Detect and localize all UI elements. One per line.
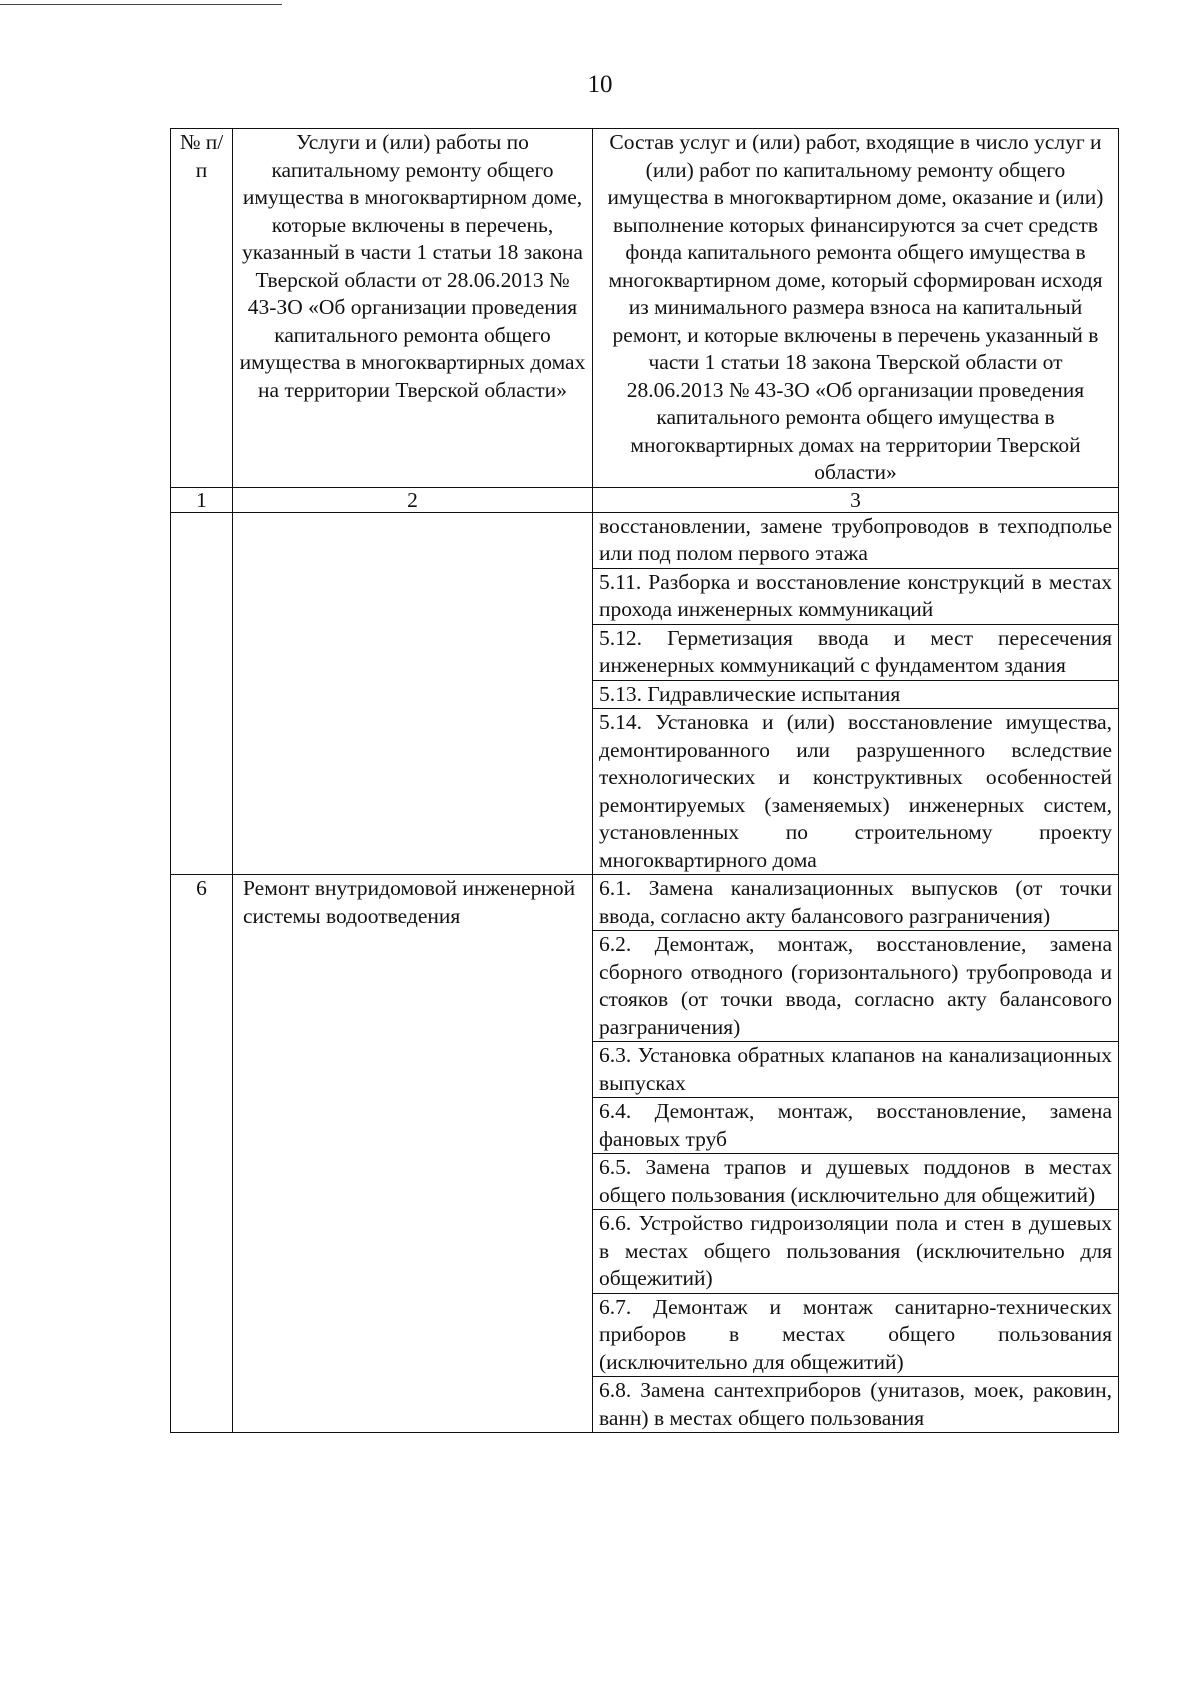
group6-title-cell: Ремонт внутридомовой инженерной системы водоотведения: [233, 875, 593, 1433]
page-number: 10: [587, 71, 613, 98]
table-header-row: [171, 129, 1119, 488]
group5-item: восстановлении, замене трубопроводов в техподполье или под полом первого этажа: [593, 512, 1119, 568]
table-row: [171, 875, 1119, 931]
column-number-1: 1: [171, 487, 233, 512]
group5-item: 5.13. Гидравлические испытания: [593, 680, 1119, 709]
header-services-cell: Услуги и (или) работы по капитальному ремонту общего имущества в многоквартирном доме, которые включены в перечень, указанный в части 1 статьи 18 закона Тверской области от 28.06.2013 № 43-ЗО «Об организации проведения капитального ремонта общего имущества в многоквартирных домах на территории Тверской области»: [233, 129, 593, 488]
group5-item: 5.12. Герметизация ввода и мест пересечения инженерных коммуникаций с фундаментом здания: [593, 624, 1119, 680]
group6-number-cell: 6: [171, 875, 233, 1433]
group5-title-cell: [233, 512, 593, 875]
group6-item: 6.7. Демонтаж и монтаж санитарно-технических приборов в местах общего пользования (исключительно для общежитий): [593, 1293, 1119, 1377]
column-number-3: 3: [593, 487, 1119, 512]
group6-item: 6.8. Замена сантехприборов (унитазов, моек, раковин, ванн) в местах общего пользования: [593, 1377, 1119, 1433]
group6-item: 6.6. Устройство гидроизоляции пола и стен в душевых в местах общего пользования (исключительно для общежитий): [593, 1210, 1119, 1294]
column-number-2: 2: [233, 487, 593, 512]
table-row: [171, 512, 1119, 568]
group6-item: 6.4. Демонтаж, монтаж, восстановление, замена фановых труб: [593, 1098, 1119, 1154]
group6-item: 6.2. Демонтаж, монтаж, восстановление, замена сборного отводного (горизонтального) трубопровода и стояков (от точки ввода, согласно акту балансового разграничения): [593, 931, 1119, 1042]
scan-edge-line: [0, 4, 282, 5]
group5-number-cell: [171, 512, 233, 875]
group5-item: 5.14. Установка и (или) восстановление имущества, демонтированного или разрушенного вследствие технологических и конструктивных особенностей ремонтируемых (заменяемых) инженерных систем, установленных по строительному проекту многоквартирного дома: [593, 709, 1119, 875]
group6-item: 6.1. Замена канализационных выпусков (от точки ввода, согласно акту балансового разграничения): [593, 875, 1119, 931]
header-number-cell: № п/п: [171, 129, 233, 488]
group6-item: 6.5. Замена трапов и душевых поддонов в местах общего пользования (исключительно для общежитий): [593, 1154, 1119, 1210]
capital-repair-table: [170, 128, 1119, 1433]
group6-item: 6.3. Установка обратных клапанов на канализационных выпусках: [593, 1042, 1119, 1098]
column-number-row: [171, 487, 1119, 512]
group5-item: 5.11. Разборка и восстановление конструкций в местах прохода инженерных коммуникаций: [593, 568, 1119, 624]
header-composition-cell: Состав услуг и (или) работ, входящие в число услуг и (или) работ по капитальному ремонту общего имущества в многоквартирном доме, оказание и (или) выполнение которых финансируются за счет средств фонда капитального ремонта общего имущества в многоквартирном доме, который сформирован исходя из минимального размера взноса на капитальный ремонт, и которые включены в перечень указанный в части 1 статьи 18 закона Тверской области от 28.06.2013 № 43-ЗО «Об организации проведения капитального ремонта общего имущества в многоквартирных домах на территории Тверской области»: [593, 129, 1119, 488]
